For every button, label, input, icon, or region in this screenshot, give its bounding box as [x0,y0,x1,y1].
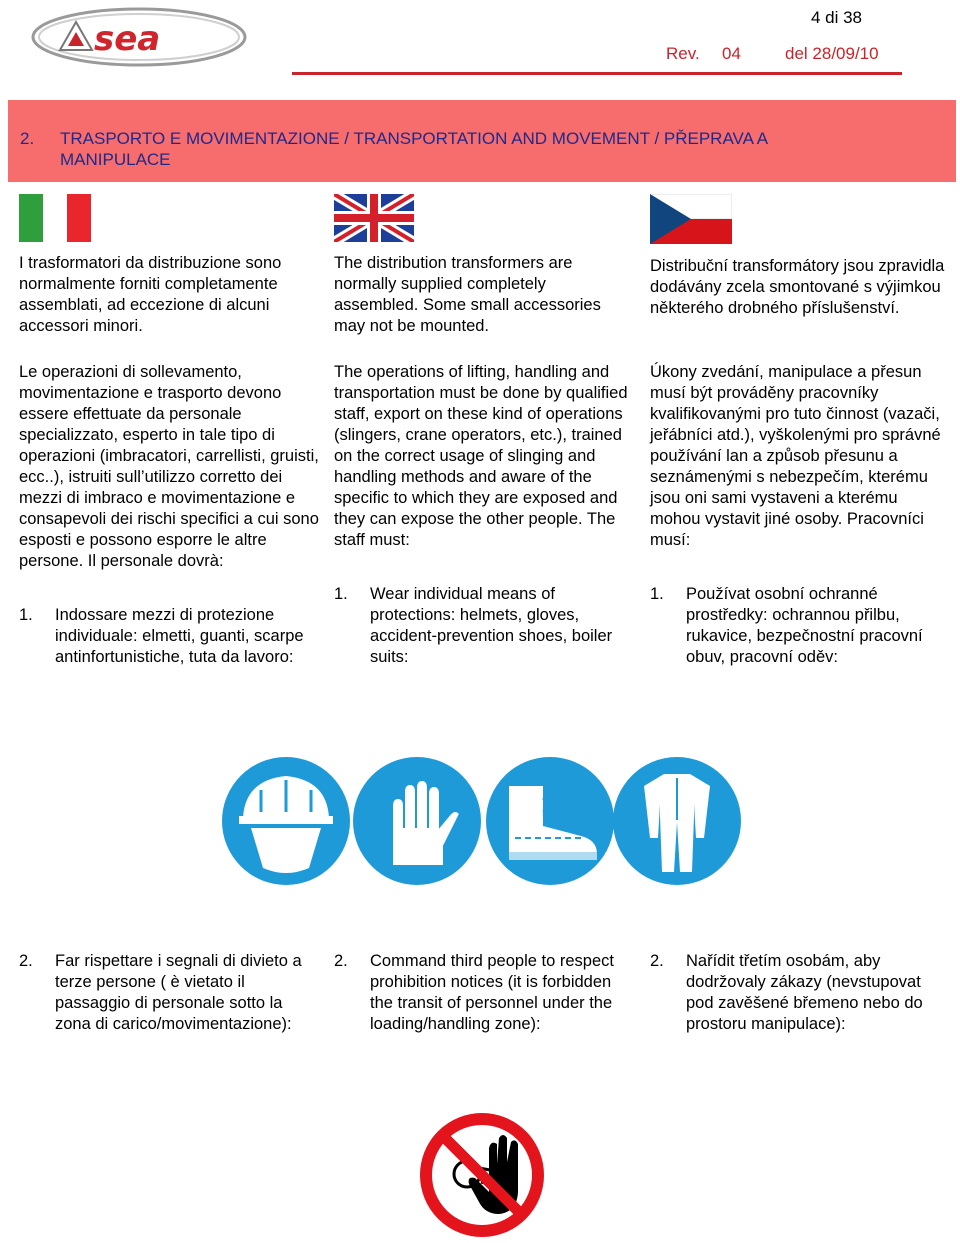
english-operations: The operations of lifting, handling and transportation must be done by qualified staff, export on these kind of operations (slingers, crane operators, etc.), trained on the correct usage of slinging and handling methods and aware of the specific to which they are exposed and they can expose the other people. The staff must: [334,363,628,549]
czech-flag-icon [650,194,732,244]
header-divider [292,72,902,75]
czech-operations: Úkony zvedání, manipulace a přesun musí být prováděny pracovníky kvalifikovanými pro tuto činnost (vazači, jeřábníci atd.), vyškolenými pro správné používání lan a způsob přesunu a seznámenými s nebezpečím, kterému jsou oni sami vystaveni a kterému mohou vystavit jiné osoby. Pracovníci musí: [650,363,941,549]
safety-shoe-sign-icon [485,756,615,886]
english-item-2: 2. Command third people to respect prohibition notices (it is forbidden the transit of personnel under the loading/handling zone): [334,952,614,1033]
no-pedestrians-sign-icon [419,1112,545,1238]
revision-number: 04 [722,44,741,63]
english-item-1: 1. Wear individual means of protections: helmets, gloves, accident-prevention shoes, boiler suits: [334,585,613,666]
revision-label: Rev. [666,44,700,63]
czech-item-2: 2. Nařídit třetím osobám, aby dodržovaly zákazy (nevstupovat pod zavěšené břemeno nebo do prostoru manipulace): [650,952,923,1033]
logo-text: sea [94,19,161,59]
uk-flag-icon [334,194,414,242]
page-number: 4 di 38 [810,8,862,27]
section-number: 2. [20,129,35,148]
czech-item-1: 1. Používat osobní ochranné prostředky: ochrannou přilbu, rukavice, bezpečnostní pracovní obuv, pracovní oděv: [650,585,923,666]
helmet-sign-icon [221,756,351,886]
english-intro: The distribution transformers are normally supplied completely assembled. Some small accessories may not be mounted. [334,254,601,335]
company-logo [30,6,248,68]
italian-item-1: 1. Indossare mezzi di protezione individuale: elmetti, guanti, scarpe antinfortunistiche, tuta da lavoro: [19,606,304,666]
section-title: TRASPORTO E MOVIMENTAZIONE / TRANSPORTATION AND MOVEMENT / PŘEPRAVA A MANIPULACE [60,129,768,169]
italy-flag-icon [19,194,91,242]
czech-intro: Distribuční transformátory jsou zpravidla dodávány zcela smontované s výjimkou některého drobného příslušenství. [650,257,945,317]
overall-sign-icon [612,756,742,886]
italian-operations: Le operazioni di sollevamento, movimentazione e trasporto devono essere effettuate da personale specializzato, esperto in tale tipo di operazioni (imbracatori, carrellisti, gruisti, ecc..), istruiti sull’utilizzo corretto dei mezzi di imbraco e movimentazione e consapevoli dei rischi specifici a cui sono esposti e possono esporre le altre persone. Il personale dovrà: [19,363,319,570]
italian-item-2: 2. Far rispettare i segnali di divieto a terze persone ( è vietato il passaggio di personale sotto la zona di carico/movimentazione): [19,952,302,1033]
section-banner [8,100,956,182]
revision-date: del 28/09/10 [785,44,879,63]
gloves-sign-icon [352,756,482,886]
italian-intro: I trasformatori da distribuzione sono normalmente forniti completamente assemblati, ad eccezione di alcuni accessori minori. [19,254,282,335]
